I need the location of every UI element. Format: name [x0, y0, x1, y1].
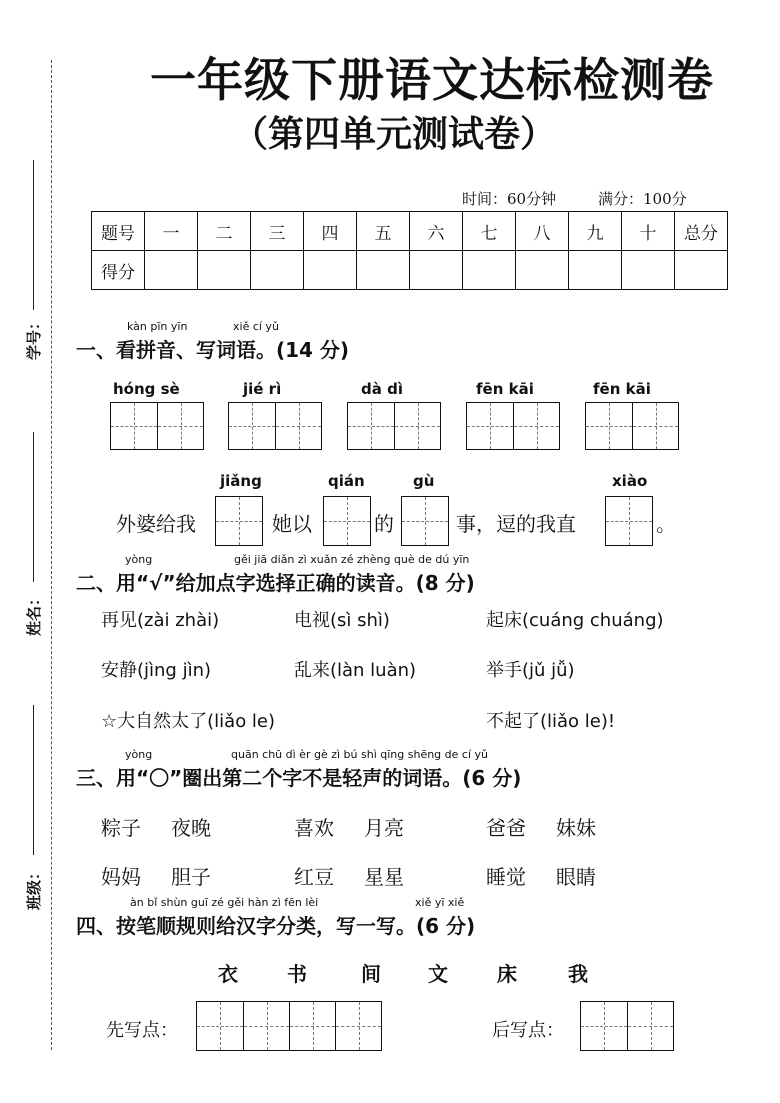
score-input-cell[interactable] — [198, 251, 251, 290]
s2-heading: 二、用“√”给加点字选择正确的读音。(8 分) — [76, 571, 475, 595]
reading-item[interactable]: 起床(cuáng chuáng) — [486, 610, 664, 631]
class-label: 班级： — [25, 864, 43, 910]
s3-heading: 三、用“〇”圈出第二个字不是轻声的词语。(6 分) — [76, 766, 522, 790]
word-option[interactable]: 睡觉 — [486, 865, 526, 889]
binding-dashed-line — [51, 60, 52, 1050]
word-option[interactable]: 妈妈 — [101, 865, 141, 889]
score-input-cell[interactable] — [569, 251, 622, 290]
writing-grid-first-dot[interactable] — [196, 1001, 382, 1051]
writing-grid-after-dot[interactable] — [580, 1001, 674, 1051]
student-id-label: 学号： — [25, 314, 43, 360]
reading-item[interactable]: 举手(jǔ jǚ) — [486, 660, 575, 681]
word-option[interactable]: 红豆 — [294, 865, 334, 889]
s3-heading-pinyin-2: quān chū dì èr gè zì bú shì qīng shēng de cí yǔ — [231, 748, 488, 761]
word-option[interactable]: 胆子 — [171, 865, 211, 889]
class-line — [33, 705, 34, 855]
writing-grid[interactable] — [110, 402, 204, 450]
writing-grid[interactable] — [228, 402, 322, 450]
reading-item[interactable]: 不起了(liǎo le)! — [486, 711, 616, 732]
score-header-cell: 总分 — [675, 212, 728, 251]
score-table — [91, 211, 728, 290]
s1-word-pinyin: dà dì — [361, 380, 403, 398]
score-header-cell: 四 — [304, 212, 357, 251]
s1-heading: 一、看拼音、写词语。(14 分) — [76, 338, 350, 362]
score-input-cell[interactable] — [410, 251, 463, 290]
score-table-header-row — [92, 212, 728, 251]
score-input-cell[interactable] — [251, 251, 304, 290]
page-title: 一年级下册语文达标检测卷 — [150, 53, 714, 107]
page-subtitle: （第四单元测试卷） — [232, 114, 557, 155]
word-option[interactable]: 夜晚 — [171, 816, 211, 840]
score-input-cell[interactable] — [516, 251, 569, 290]
writing-grid[interactable] — [215, 496, 263, 546]
word-option[interactable]: 眼睛 — [556, 865, 596, 889]
s4-heading: 四、按笔顺规则给汉字分类，写一写。(6 分) — [76, 914, 476, 938]
writing-grid[interactable] — [323, 496, 371, 546]
reading-item[interactable]: ☆大自然太了(liǎo le) — [101, 711, 276, 732]
s4-heading-pinyin-1: àn bǐ shùn guī zé gěi hàn zì fēn lèi — [130, 896, 319, 909]
s1-heading-pinyin-1: kàn pīn yīn — [127, 320, 188, 333]
sentence-part: 外婆给我 — [116, 512, 196, 536]
score-header-cell: 十 — [622, 212, 675, 251]
name-line — [33, 432, 34, 582]
word-option[interactable]: 爸爸 — [486, 816, 526, 840]
s1-word-pinyin: jié rì — [243, 380, 282, 398]
word-option[interactable]: 星星 — [364, 865, 404, 889]
student-id-line — [33, 160, 34, 310]
reading-item[interactable]: 乱来(làn luàn) — [294, 660, 417, 681]
s1-word-pinyin: fēn kāi — [593, 380, 651, 398]
writing-grid[interactable] — [347, 402, 441, 450]
score-header-cell: 七 — [463, 212, 516, 251]
sort-character: 文 — [428, 962, 448, 986]
s2-heading-pinyin-1: yòng — [125, 553, 153, 566]
sentence-pinyin: jiǎng — [220, 472, 262, 490]
score-header-cell: 一 — [145, 212, 198, 251]
s1-word-pinyin: hóng sè — [113, 380, 180, 398]
sentence-part: 。 — [656, 512, 676, 536]
score-input-cell[interactable] — [145, 251, 198, 290]
sentence-part: 她以 — [272, 512, 312, 536]
sort-character: 床 — [497, 962, 517, 986]
score-input-cell[interactable] — [463, 251, 516, 290]
writing-grid[interactable] — [605, 496, 653, 546]
sentence-pinyin: xiào — [612, 472, 648, 490]
writing-grid[interactable] — [585, 402, 679, 450]
writing-grid[interactable] — [466, 402, 560, 450]
sort-character: 我 — [568, 962, 588, 986]
time-limit: 时间：60分钟 — [462, 190, 557, 208]
score-input-cell[interactable] — [622, 251, 675, 290]
sort-character: 衣 — [218, 962, 238, 986]
s2-heading-pinyin-2: gěi jiā diǎn zì xuǎn zé zhèng què de dú yīn — [234, 553, 470, 566]
sentence-part: 事，逗的我直 — [456, 512, 576, 536]
word-option[interactable]: 妹妹 — [556, 816, 596, 840]
score-header-cell: 八 — [516, 212, 569, 251]
s1-heading-pinyin-2: xiě cí yǔ — [233, 320, 279, 333]
full-score: 满分：100分 — [598, 190, 687, 208]
after-dot-label: 后写点： — [492, 1020, 564, 1041]
score-row-label: 得分 — [92, 251, 145, 290]
score-header-cell: 题号 — [92, 212, 145, 251]
score-header-cell: 五 — [357, 212, 410, 251]
reading-item[interactable]: 安静(jìng jìn) — [101, 660, 212, 681]
score-header-cell: 二 — [198, 212, 251, 251]
score-input-cell[interactable] — [675, 251, 728, 290]
word-option[interactable]: 喜欢 — [294, 816, 334, 840]
sort-character: 书 — [287, 962, 307, 986]
sentence-pinyin: qián — [328, 472, 365, 490]
reading-item[interactable]: 再见(zài zhài) — [101, 610, 220, 631]
word-option[interactable]: 月亮 — [364, 816, 404, 840]
reading-item[interactable]: 电视(sì shì) — [294, 610, 390, 631]
s1-word-pinyin: fēn kāi — [476, 380, 534, 398]
word-option[interactable]: 粽子 — [101, 816, 141, 840]
writing-grid[interactable] — [401, 496, 449, 546]
first-dot-label: 先写点： — [106, 1020, 178, 1041]
sentence-pinyin: gù — [413, 472, 435, 490]
sentence-part: 的 — [374, 512, 394, 536]
score-header-cell: 九 — [569, 212, 622, 251]
score-header-cell: 三 — [251, 212, 304, 251]
sort-character: 间 — [361, 962, 381, 986]
score-header-cell: 六 — [410, 212, 463, 251]
score-input-cell[interactable] — [304, 251, 357, 290]
s4-heading-pinyin-2: xiě yī xiě — [415, 896, 465, 909]
score-table-score-row — [92, 251, 728, 290]
score-input-cell[interactable] — [357, 251, 410, 290]
name-label: 姓名： — [25, 590, 43, 636]
s3-heading-pinyin-1: yòng — [125, 748, 153, 761]
